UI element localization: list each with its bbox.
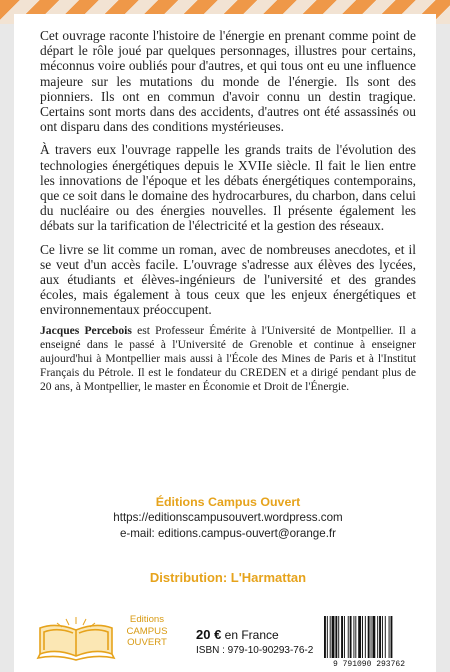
barcode	[318, 614, 420, 668]
barcode-bar	[348, 616, 349, 658]
publisher-website[interactable]: https://editionscampusouvert.wordpress.com	[113, 511, 343, 524]
blurb-paragraph-2: À travers eux l'ouvrage rappelle les grands traits de l'évolution des technologies énergétiques depuis le XVIIe siècle. Il fait le lien entre les innovations de l'époque et les débats énergétiques contemporains, que ce soit dans le domaine des hydrocarbures, du charbon, dans celui du nucléaire ou des énergies nouvelles. Il présente également les débats sur la tarification de l'électricité et la gestion des réseaux.	[40, 142, 416, 234]
barcode-bar	[335, 616, 337, 658]
blurb-paragraph-1: Cet ouvrage raconte l'histoire de l'énergie en prenant comme point de départ le rôle joué par quelques personnages, illustres pour certains, méconnus voire oubliés pour d'autres, et qui tous ont eu une influence majeure sur les mutations du monde de l'énergie. Ils sont des pionniers. Ils ont en commun d'avoir connu un destin tragique. Certains sont morts dans des accidents, d'autres ont été assassinés ou ont disparu dans des conditions mystérieuses.	[40, 28, 416, 135]
barcode-bar	[371, 616, 372, 658]
barcode-bar	[327, 616, 328, 658]
barcode-bar	[350, 616, 352, 658]
barcode-bar	[358, 616, 361, 658]
author-bio	[40, 324, 416, 394]
price-amount: 20 €	[196, 627, 222, 642]
barcode-digits: 9 791090 293762	[332, 660, 406, 668]
barcode-bar	[372, 616, 375, 658]
logo-line-2: CAMPUS	[126, 625, 168, 637]
open-book-icon	[36, 614, 116, 662]
barcode-bar	[338, 616, 339, 658]
barcode-bar	[324, 616, 326, 658]
price-suffix: en France	[221, 628, 279, 642]
logo-line-3: OUVERT	[127, 637, 167, 648]
barcode-bar	[362, 616, 363, 658]
barcode-bar	[391, 616, 393, 658]
logo-line-1: Editions	[129, 614, 165, 625]
barcode-bar	[377, 616, 378, 658]
publisher-contact	[40, 494, 416, 542]
barcode-bar	[365, 616, 366, 658]
barcode-bar	[389, 616, 390, 658]
logo-wordmark	[116, 614, 178, 649]
barcode-bar	[353, 616, 354, 658]
barcode-bar	[385, 616, 386, 658]
price	[196, 627, 279, 642]
distribution-line: Distribution: L'Harmattan	[149, 570, 307, 585]
barcode-bar	[382, 616, 383, 658]
barcode-bar	[344, 616, 345, 658]
barcode-bar	[368, 616, 370, 658]
blurb-paragraph-3: Ce livre se lit comme un roman, avec de nombreuses anecdotes, et il se veut d'un accès facile. L'ouvrage s'adresse aux élèves des lycées, aux étudiants et élèves-ingénieurs de l'université et des grandes écoles, mais également à tous ceux que les enjeux énergétiques et environnementaux préoccupent.	[40, 241, 416, 318]
publisher-email[interactable]: e-mail: editions.campus-ouvert@orange.fr	[119, 527, 337, 540]
author-bio-text: est Professeur Émérite à l'Université de Montpellier. Il a enseigné dans le passé à l'Université de Grenoble et continue à enseigner aujourd'hui à Montpellier mais aussi à l'École des Mines de Paris et à l'Institut Français du Pétrole. Il est le fondateur du CREDEN et a dirigé pendant plus de 20 ans, à Montpellier, le master en Économie et Droit de l'Énergie.	[40, 324, 416, 393]
author-name: Jacques Percebois	[40, 324, 132, 337]
blurb-text	[40, 28, 416, 326]
publisher-name: Éditions Campus Ouvert	[155, 495, 301, 509]
barcode-bar	[341, 616, 343, 658]
isbn: ISBN : 979-10-90293-76-2	[196, 645, 314, 656]
publisher-logo	[36, 614, 168, 662]
barcode-bar	[355, 616, 356, 658]
barcode-bar	[379, 616, 381, 658]
barcode-bar	[332, 616, 335, 658]
barcode-bar	[330, 616, 331, 658]
